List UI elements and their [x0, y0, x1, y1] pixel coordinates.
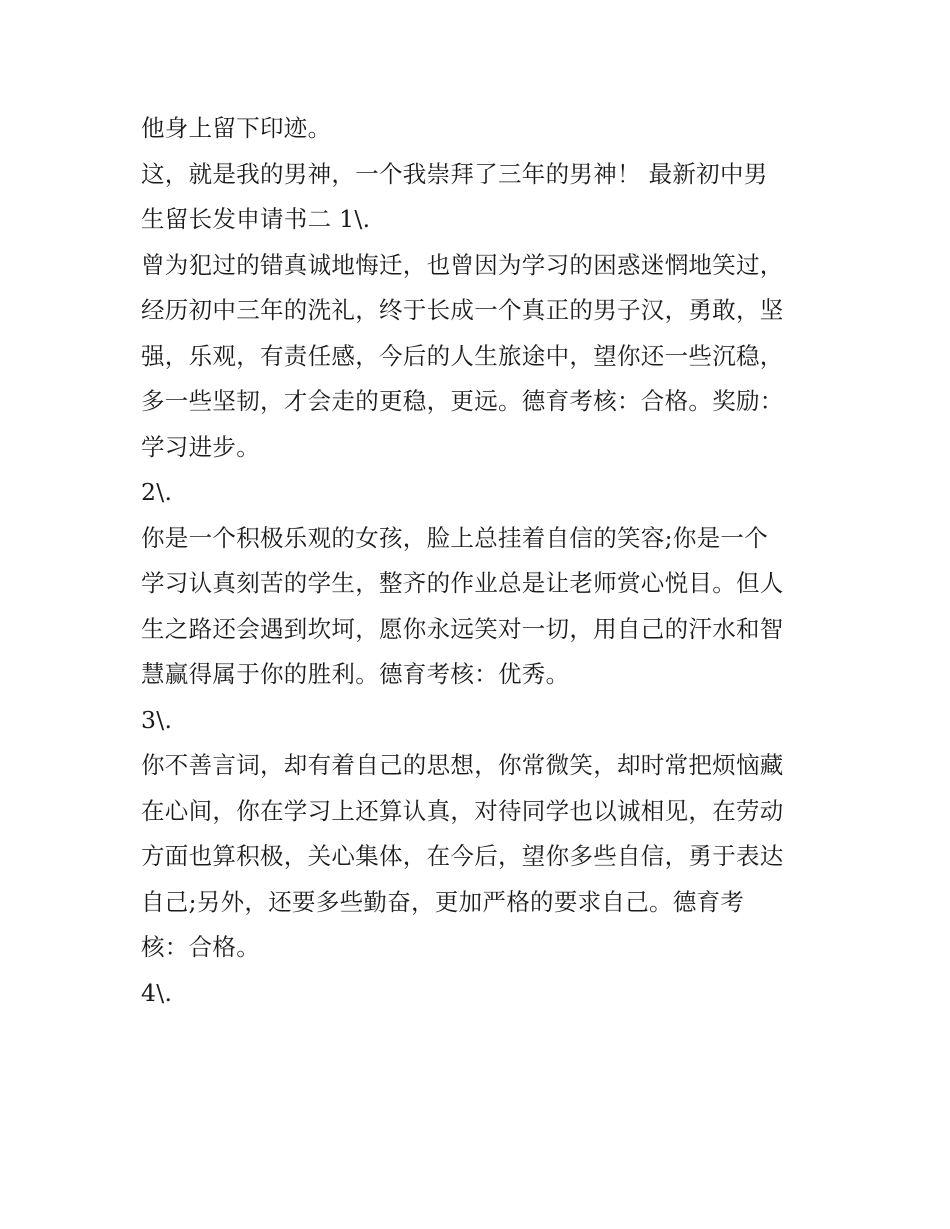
text-line: 学习进步。: [141, 432, 260, 461]
text-line: 方面也算积极，关心集体，在今后，望你多些自信，勇于表达: [141, 842, 784, 870]
document-body: [141, 106, 831, 1016]
text-line: 慧赢得属于你的胜利。德育考核：优秀。: [141, 660, 570, 688]
text-line: 3\.: [141, 705, 173, 734]
text-line: 自己;另外，还要多些勤奋，更加严格的要求自己。德育考: [141, 887, 745, 916]
text-line: 强，乐观，有责任感，今后的人生旅途中，望你还一些沉稳，: [141, 341, 784, 370]
text-line: 学习认真刻苦的学生，整齐的作业总是让老师赏心悦目。但人: [141, 569, 784, 597]
text-line: 这，就是我的男神，一个我崇拜了三年的男神！ 最新初中男: [141, 159, 768, 188]
text-line: 他身上留下印迹。: [141, 114, 332, 142]
text-line: 你不善言词，却有着自己的思想，你常微笑，却时常把烦恼藏: [141, 751, 784, 779]
text-line: 生留长发申请书二 1\.: [141, 205, 371, 233]
text-line: 多一些坚韧，才会走的更稳，更远。德育考核：合格。奖励：: [141, 387, 784, 415]
text-line: 在心间，你在学习上还算认真，对待同学也以诚相见，在劳动: [141, 796, 784, 825]
text-line: 核：合格。: [141, 933, 260, 961]
text-line: 生之路还会遇到坎坷，愿你永远笑对一切，用自己的汗水和智: [141, 614, 784, 643]
text-line: 4\.: [141, 978, 173, 1007]
text-line: 2\.: [141, 478, 173, 506]
text-line: 经历初中三年的洗礼，终于长成一个真正的男子汉，勇敢，坚: [141, 296, 784, 324]
text-line: 曾为犯过的错真诚地悔迁，也曾因为学习的困惑迷惘地笑过，: [141, 250, 784, 279]
text-line: 你是一个积极乐观的女孩，脸上总挂着自信的笑容;你是一个: [141, 523, 769, 552]
